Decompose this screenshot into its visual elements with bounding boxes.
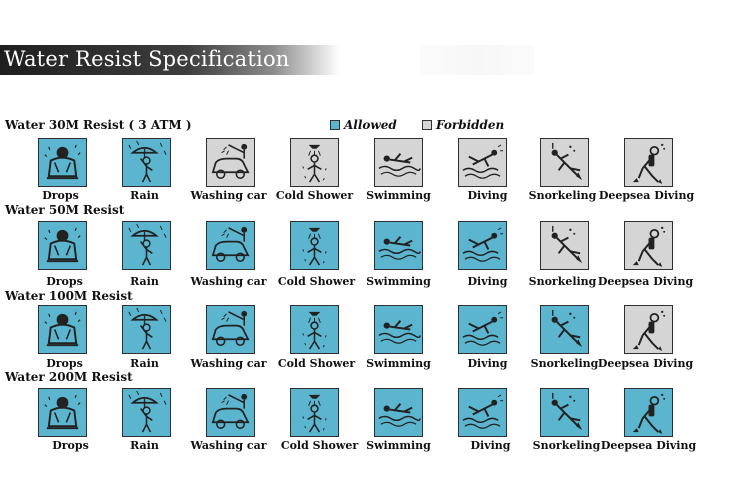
activity-tile-forbidden	[624, 138, 673, 187]
activity-tile-allowed	[38, 138, 87, 187]
cold-shower-icon	[291, 222, 338, 269]
allowed-swatch-icon	[330, 120, 340, 130]
legend-forbidden	[422, 118, 504, 132]
diving-icon	[459, 222, 506, 269]
drops-figure-icon	[39, 222, 86, 269]
activity-tile-allowed	[122, 221, 171, 270]
activity-caption: Drops	[46, 357, 83, 370]
activity-caption: Drops	[42, 189, 79, 202]
activity-tile-allowed	[374, 305, 423, 354]
deepsea-diving-icon	[625, 139, 672, 186]
activity-caption: Snorkeling	[528, 275, 597, 288]
drops-figure-icon	[39, 389, 86, 436]
activity-caption: Washing car	[190, 189, 267, 202]
washing-car-icon	[207, 139, 254, 186]
activity-tile-allowed	[458, 388, 507, 437]
activity-caption: Swimming	[366, 357, 431, 370]
activity-caption: Deepsea Diving	[597, 357, 694, 370]
cold-shower-icon	[291, 139, 338, 186]
activity-tile-allowed	[122, 305, 171, 354]
activity-tile-allowed	[374, 221, 423, 270]
activity-tile-allowed	[540, 388, 589, 437]
deepsea-diving-icon	[625, 306, 672, 353]
activity-tile-allowed	[458, 305, 507, 354]
washing-car-icon	[207, 222, 254, 269]
legend-allowed-label: Allowed	[344, 118, 397, 132]
rain-umbrella-icon	[123, 389, 170, 436]
row-title: Water 30M Resist ( 3 ATM )	[5, 118, 192, 132]
activity-caption: Rain	[130, 275, 159, 288]
activity-tile-forbidden	[458, 138, 507, 187]
washing-car-icon	[207, 389, 254, 436]
activity-caption: Cold Shower	[277, 357, 356, 370]
activity-caption: Diving	[467, 189, 508, 202]
swimming-icon	[375, 389, 422, 436]
activity-caption: Swimming	[366, 275, 431, 288]
page-title: Water Resist Specification	[4, 47, 290, 71]
rain-umbrella-icon	[123, 222, 170, 269]
activity-tile-allowed	[206, 388, 255, 437]
activity-tile-allowed	[624, 388, 673, 437]
cold-shower-icon	[291, 389, 338, 436]
drops-figure-icon	[39, 306, 86, 353]
activity-caption: Deepsea Diving	[598, 189, 695, 202]
activity-tile-allowed	[206, 305, 255, 354]
activity-tile-forbidden	[624, 221, 673, 270]
activity-tile-allowed	[290, 388, 339, 437]
activity-caption: Rain	[130, 357, 159, 370]
activity-caption: Cold Shower	[280, 439, 359, 452]
title-banner	[0, 45, 340, 75]
row-title: Water 200M Resist	[5, 370, 133, 384]
snorkeling-icon	[541, 306, 588, 353]
row-title: Water 100M Resist	[5, 289, 133, 303]
activity-tile-forbidden	[540, 138, 589, 187]
legend-allowed	[330, 118, 397, 132]
rain-umbrella-icon	[123, 139, 170, 186]
activity-tile-allowed	[38, 388, 87, 437]
activity-tile-allowed	[38, 221, 87, 270]
row-title: Water 50M Resist	[5, 203, 125, 217]
activity-tile-allowed	[290, 305, 339, 354]
activity-tile-forbidden	[374, 138, 423, 187]
rain-umbrella-icon	[123, 306, 170, 353]
activity-caption: Rain	[130, 439, 159, 452]
activity-caption: Drops	[52, 439, 89, 452]
swimming-icon	[375, 139, 422, 186]
activity-tile-allowed	[38, 305, 87, 354]
deepsea-diving-icon	[625, 389, 672, 436]
forbidden-swatch-icon	[422, 120, 432, 130]
activity-caption: Diving	[467, 275, 508, 288]
drops-figure-icon	[39, 139, 86, 186]
deepsea-diving-icon	[625, 222, 672, 269]
activity-tile-allowed	[290, 221, 339, 270]
activity-caption: Rain	[130, 189, 159, 202]
diving-icon	[459, 306, 506, 353]
activity-caption: Snorkeling	[530, 357, 599, 370]
activity-tile-allowed	[540, 305, 589, 354]
activity-caption: Drops	[46, 275, 83, 288]
activity-tile-allowed	[374, 388, 423, 437]
snorkeling-icon	[541, 389, 588, 436]
activity-caption: Snorkeling	[528, 189, 597, 202]
activity-caption: Cold Shower	[277, 275, 356, 288]
snorkeling-icon	[541, 139, 588, 186]
snorkeling-icon	[541, 222, 588, 269]
activity-caption: Deepsea Diving	[597, 275, 694, 288]
activity-caption: Washing car	[190, 439, 267, 452]
swimming-icon	[375, 222, 422, 269]
activity-caption: Swimming	[366, 439, 431, 452]
activity-tile-forbidden	[540, 221, 589, 270]
washing-car-icon	[207, 306, 254, 353]
activity-caption: Swimming	[366, 189, 431, 202]
activity-tile-allowed	[122, 138, 171, 187]
activity-tile-allowed	[458, 221, 507, 270]
swimming-icon	[375, 306, 422, 353]
diving-icon	[459, 389, 506, 436]
activity-caption: Diving	[467, 357, 508, 370]
diving-icon	[459, 139, 506, 186]
cold-shower-icon	[291, 306, 338, 353]
faded-banner-strip	[420, 45, 535, 75]
activity-caption: Cold Shower	[275, 189, 354, 202]
activity-caption: Washing car	[190, 275, 267, 288]
activity-caption: Deepsea Diving	[600, 439, 697, 452]
activity-tile-forbidden	[206, 138, 255, 187]
activity-tile-allowed	[206, 221, 255, 270]
activity-tile-forbidden	[290, 138, 339, 187]
legend-forbidden-label: Forbidden	[436, 118, 505, 132]
activity-tile-forbidden	[624, 305, 673, 354]
activity-caption: Washing car	[190, 357, 267, 370]
activity-caption: Diving	[470, 439, 511, 452]
activity-tile-allowed	[122, 388, 171, 437]
activity-caption: Snorkeling	[532, 439, 601, 452]
